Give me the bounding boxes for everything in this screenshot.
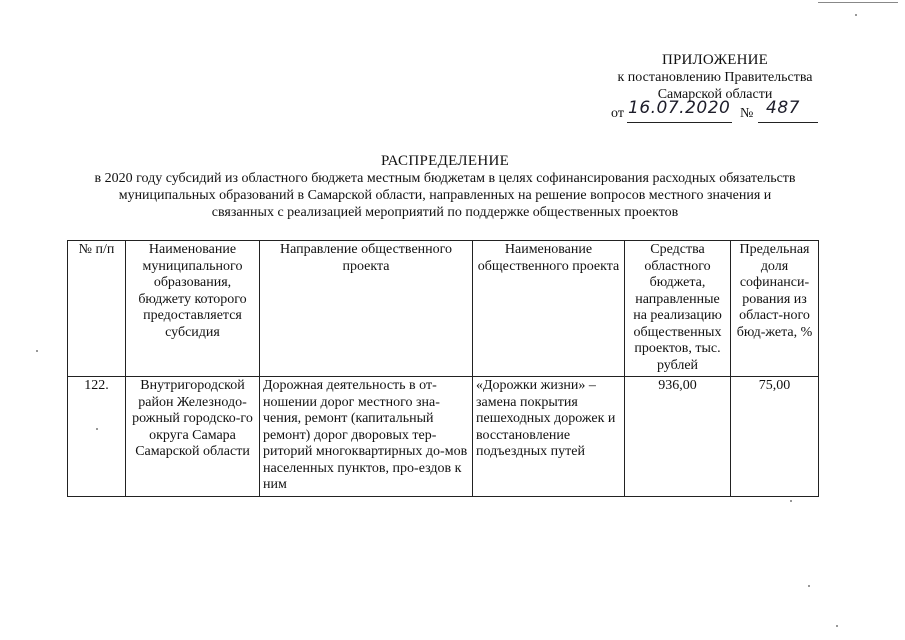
cell-number: 122. bbox=[68, 377, 126, 497]
number-underline bbox=[758, 122, 818, 123]
appendix-line-2: Самарской области bbox=[657, 87, 773, 102]
number-label: № bbox=[740, 106, 754, 121]
scan-speck bbox=[855, 14, 857, 16]
col-header-funds: Средства областного бюджета, направленные на реализацию общественных проектов, тыс. рублей bbox=[625, 241, 731, 377]
heading-line-1: в 2020 году субсидий из областного бюджета местным бюджетам в целях софинансирования расходных обязательств bbox=[94, 171, 796, 186]
col-header-municipality: Наименование муниципального образования, бюджету которого предоставляется субсидия bbox=[126, 241, 260, 377]
from-label: от bbox=[611, 106, 624, 121]
scan-speck bbox=[36, 350, 38, 352]
heading-line-2: муниципальных образований в Самарской области, направленных на решение вопросов местного значения и bbox=[118, 188, 772, 203]
table-header-row bbox=[68, 241, 819, 377]
cell-funds: 936,00 bbox=[625, 377, 731, 497]
scan-speck bbox=[96, 428, 98, 430]
scan-artifact-line bbox=[818, 2, 898, 3]
cell-direction: Дорожная деятельность в от-ношении дорог местного зна-чения, ремонт (капитальный ремонт) дорог дворовых тер-риторий многоквартирных до-мов населенных пунктов, про-ездов к ним bbox=[260, 377, 473, 497]
col-header-number: № п/п bbox=[68, 241, 126, 377]
scan-speck bbox=[808, 585, 810, 587]
appendix-line-1: к постановлению Правительства bbox=[617, 70, 813, 85]
handwritten-number: 487 bbox=[766, 98, 800, 118]
table-row bbox=[68, 377, 819, 497]
col-header-project: Наименование общественного проекта bbox=[473, 241, 625, 377]
document-title: РАСПРЕДЕЛЕНИЕ bbox=[380, 153, 510, 169]
handwritten-date: 16.07.2020 bbox=[628, 98, 731, 118]
cell-municipality: Внутригородской район Железнодо-рожный городско-го округа Самара Самарской области bbox=[126, 377, 260, 497]
cell-project: «Дорожки жизни» – замена покрытия пешеходных дорожек и восстановление подъездных путей bbox=[473, 377, 625, 497]
col-header-direction: Направление общественного проекта bbox=[260, 241, 473, 377]
date-underline bbox=[627, 122, 732, 123]
date-number-line bbox=[590, 98, 840, 125]
col-header-share: Предельная доля софинанси-рования из област-ного бюд-жета, % bbox=[731, 241, 819, 377]
heading-line-3: связанных с реализацией мероприятий по поддержке общественных проектов bbox=[211, 205, 679, 220]
scan-speck bbox=[790, 500, 792, 502]
appendix-block bbox=[590, 52, 840, 125]
appendix-title: ПРИЛОЖЕНИЕ bbox=[661, 52, 769, 68]
distribution-table bbox=[67, 240, 819, 497]
scan-speck bbox=[836, 625, 838, 627]
document-heading bbox=[40, 153, 850, 221]
cell-share: 75,00 bbox=[731, 377, 819, 497]
